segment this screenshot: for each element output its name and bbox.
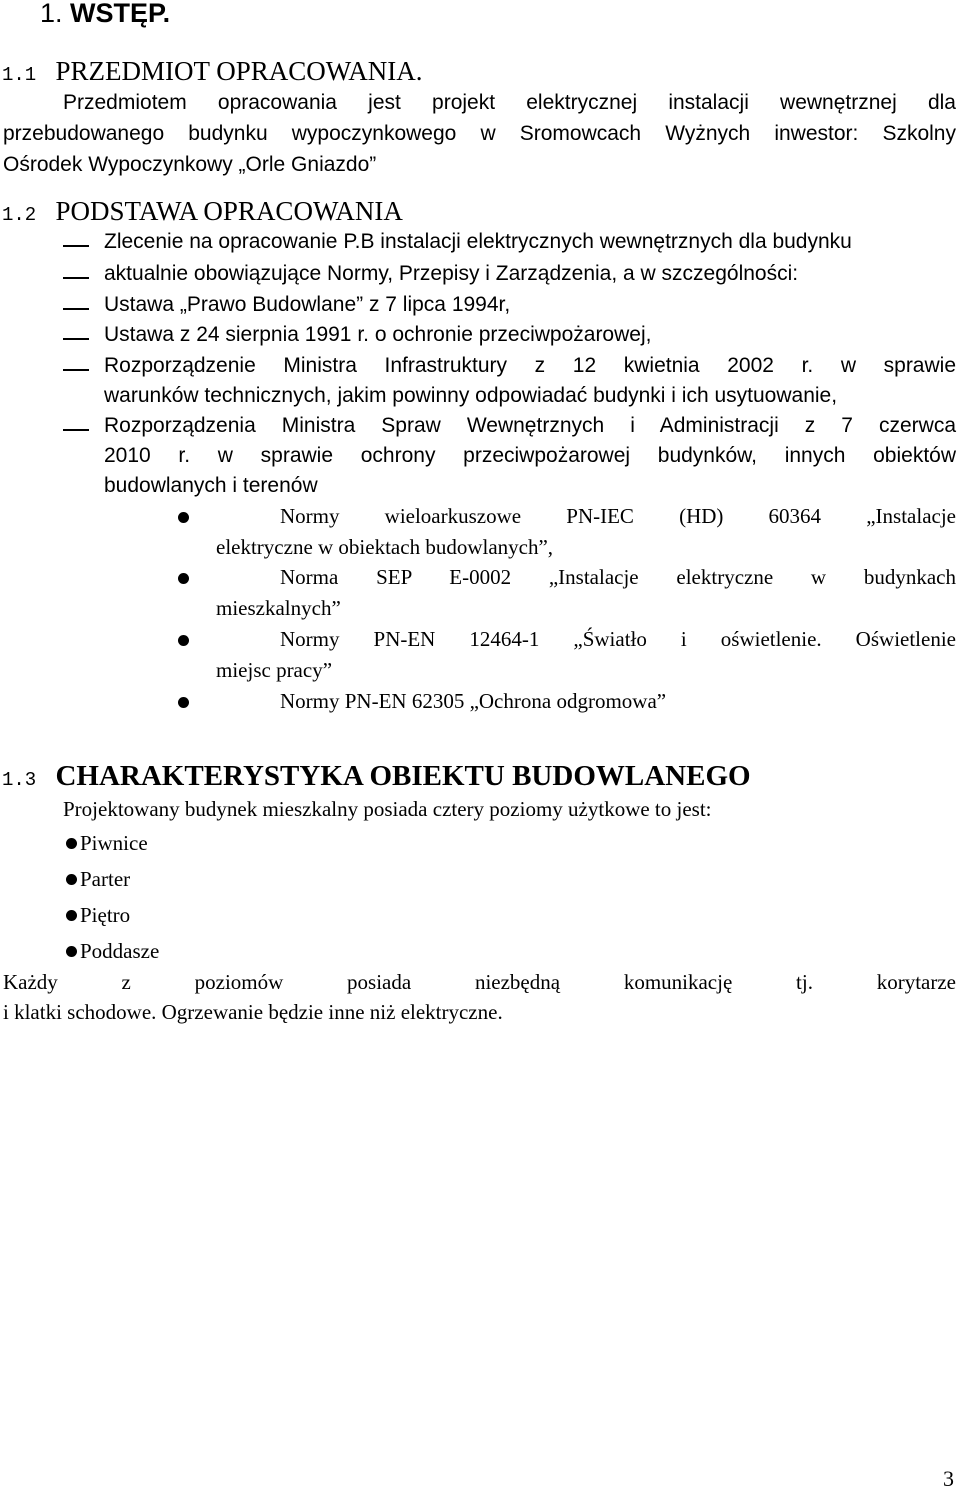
dash-item-continuation: warunków technicznych, jakim powinny odpowiadać budynki i ich usytuowanie,	[104, 384, 838, 407]
dash-item: Zlecenie na opracowanie P.B instalacji elektrycznych wewnętrznych dla budynku	[104, 230, 852, 253]
dash-marker	[63, 338, 89, 340]
section-1-2-title: PODSTAWA OPRACOWANIA	[55, 196, 403, 226]
bullet-marker	[66, 910, 77, 921]
bullet-marker	[66, 874, 77, 885]
dash-marker	[63, 308, 89, 310]
dash-item-continuation: 2010 r. w sprawie ochrony przeciwpożarowej budynków, innych obiektów	[104, 444, 956, 467]
dash-item: Rozporządzenia Ministra Spraw Wewnętrznych i Administracji z 7 czerwca	[104, 414, 956, 437]
section-1-3-number: 1.3	[2, 769, 37, 791]
section-1-3-intro: Projektowany budynek mieszkalny posiada cztery poziomy użytkowe to jest:	[63, 797, 712, 821]
level-item: Parter	[80, 867, 131, 891]
section-1-title: WSTĘP.	[70, 0, 171, 28]
dash-marker	[63, 429, 89, 431]
section-1-2-heading	[2, 196, 403, 227]
bullet-marker	[66, 946, 77, 957]
norm-item: Normy PN-EN 62305 „Ochrona odgromowa”	[280, 689, 667, 713]
bullet-marker	[178, 635, 189, 646]
level-item: Poddasze	[80, 939, 160, 963]
level-item: Piwnice	[80, 831, 148, 855]
dash-item: Ustawa z 24 sierpnia 1991 r. o ochronie przeciwpożarowej,	[104, 323, 652, 346]
section-1-3-heading	[2, 760, 751, 793]
bullet-marker	[178, 512, 189, 523]
bullet-marker	[178, 573, 189, 584]
section-1-1-line: przebudowanego budynku wypoczynkowego w Sromowcach Wyżnych inwestor: Szkolny	[3, 122, 956, 145]
norm-item-continuation: elektryczne w obiektach budowlanych”,	[216, 535, 554, 559]
norm-item-continuation: mieszkalnych”	[216, 596, 341, 620]
norm-item-continuation: miejsc pracy”	[216, 658, 333, 682]
page-number: 3	[943, 1466, 954, 1491]
section-1-2-number: 1.2	[2, 204, 37, 226]
section-1-1-number: 1.1	[2, 64, 37, 86]
dash-item: aktualnie obowiązujące Normy, Przepisy i Zarządzenia, a w szczególności:	[104, 262, 799, 285]
dash-item: Rozporządzenie Ministra Infrastruktury z 12 kwietnia 2002 r. w sprawie	[104, 354, 956, 377]
section-1-heading	[40, 0, 170, 29]
closing-line: i klatki schodowe. Ogrzewanie będzie inne niż elektryczne.	[3, 1000, 503, 1024]
norm-item: Normy PN-EN 12464-1 „Światło i oświetlenie. Oświetlenie	[280, 627, 956, 651]
closing-line: Każdy z poziomów posiada niezbędną komunikację tj. korytarze	[3, 970, 956, 994]
norm-item: Normy wieloarkuszowe PN-IEC (HD) 60364 „Instalacje	[280, 504, 956, 528]
dash-item: Ustawa „Prawo Budowlane” z 7 lipca 1994r,	[104, 293, 511, 316]
section-1-1-line: Przedmiotem opracowania jest projekt elektrycznej instalacji wewnętrznej dla	[63, 91, 956, 114]
dash-marker	[63, 245, 89, 247]
section-1-1-heading	[2, 56, 423, 87]
section-1-3-title: CHARAKTERYSTYKA OBIEKTU BUDOWLANEGO	[55, 760, 751, 792]
bullet-marker	[178, 697, 189, 708]
bullet-marker	[66, 838, 77, 849]
norm-item: Norma SEP E-0002 „Instalacje elektryczne w budynkach	[280, 565, 956, 589]
section-1-1-title: PRZEDMIOT OPRACOWANIA.	[55, 56, 423, 86]
dash-item-continuation: budowlanych i terenów	[104, 474, 318, 497]
section-1-1-line: Ośrodek Wypoczynkowy „Orle Gniazdo”	[3, 153, 377, 176]
level-item: Piętro	[80, 903, 131, 927]
section-1-number: 1.	[40, 0, 63, 28]
dash-marker	[63, 277, 89, 279]
dash-marker	[63, 369, 89, 371]
